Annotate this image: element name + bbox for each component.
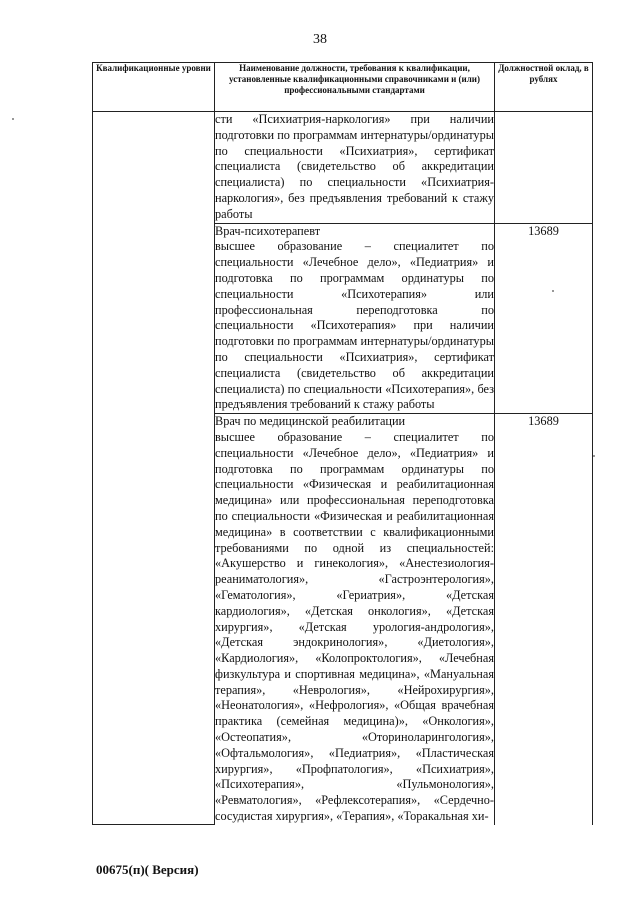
scan-speck <box>593 455 595 457</box>
position-requirements-cell <box>215 112 495 224</box>
qualification-level-cell <box>93 112 215 825</box>
table-row <box>93 112 593 224</box>
salary-cell <box>495 112 593 224</box>
document-code: 00675(п)( Версия) <box>96 862 199 877</box>
table-header-row <box>93 63 593 112</box>
requirements-text: сти «Психиатрия-наркология» при наличии подготовки по программам интернатуры/ординатуры по специальности «Психиатрия», сертификат специалиста (свидетельство об аккредитации специалиста) по специальности «Психиатрия-наркология», без предъявления требований к стажу работы <box>215 112 494 221</box>
position-title: Врач-психотерапевт <box>215 223 321 238</box>
requirements-text: высшее образование – специалитет по специальности «Лечебное дело», «Педиатрия» и подготовка по программам ординатуры по специальности «Физическая и реабилитационная медицина» или профессиональная переподготовка по специальности «Физическая и реабилитационная медицина» в соответствии с квалификационными требованиями по одной из специальностей: «Акушерство и гинекология», «Анестезиология-реаниматология», «Гастроэнтерология», «Гематология», «Гериатрия», «Детская кардиология», «Детская онкология», «Детская хирургия», «Детская урология-андрология», «Детская эндокринология», «Диетология», «Кардиология», «Колопроктология», «Лечебная физкультура и спортивная медицина», «Мануальная терапия», «Неврология», «Нейрохирургия», «Неонатология», «Нефрология», «Общая врачебная практика (семейная медицина)», «Онкология», «Остеопатия», «Оториноларингология», «Офтальмология», «Педиатрия», «Пластическая хирургия», «Профпатология», «Психиатрия», «Психотерапия», «Пульмонология», «Ревматология», «Рефлексотерапия», «Сердечно-сосудистая хирургия», «Терапия», «Торакальная хи- <box>215 429 494 824</box>
requirements-text: высшее образование – специалитет по специальности «Лечебное дело», «Педиатрия» и подготовка по программам ординатуры по специальности «Психотерапия» или профессиональная переподготовка по специальности «Психотерапия» при наличии подготовки по программам интернатуры/ординатуры по специальности «Психиатрия», сертификат специалиста (свидетельство об аккредитации специалиста) по специальности «Психотерапия», без предъявления требований к стажу работы <box>215 239 494 412</box>
page-number: 38 <box>313 32 327 47</box>
salary-cell: 13689 <box>495 414 593 825</box>
header-salary: Должностной оклад, в рублях <box>495 63 593 112</box>
position-requirements-cell <box>215 414 495 825</box>
salary-cell: 13689 <box>495 223 593 414</box>
header-position-name: Наименование должности, требования к квалификации, установленные квалификационными справочниками и (или) профессиональными стандартами <box>215 63 495 112</box>
scan-speck <box>12 118 14 120</box>
position-title: Врач по медицинской реабилитации <box>215 414 406 429</box>
header-qualification-levels: Квалификационные уровни <box>93 63 215 112</box>
qualification-table <box>92 62 593 825</box>
position-requirements-cell <box>215 223 495 414</box>
scan-speck <box>552 290 554 292</box>
